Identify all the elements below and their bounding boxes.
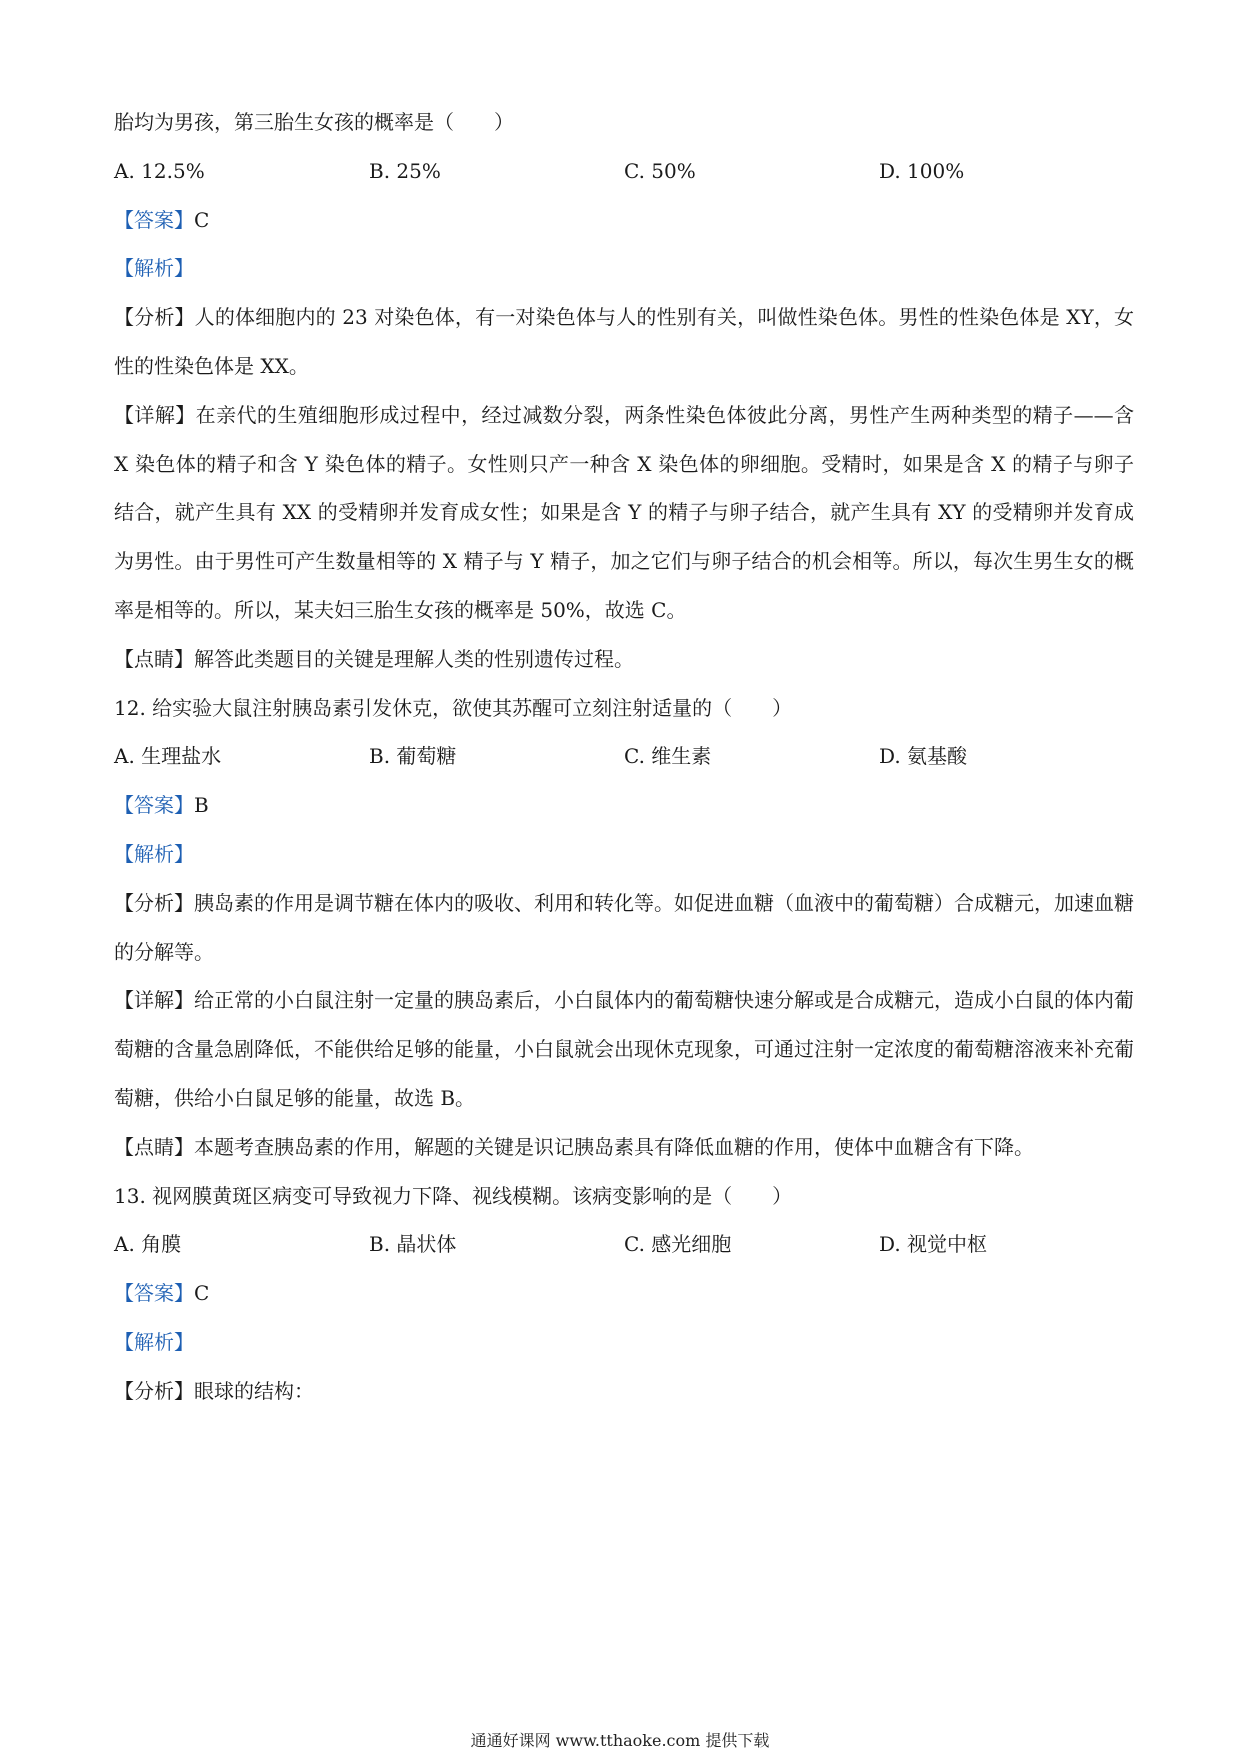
q13-answer: C bbox=[194, 1281, 210, 1306]
q13-analysis-tag: 【解析】 bbox=[114, 1329, 194, 1354]
q12-dianjing bbox=[114, 1123, 1134, 1172]
q13-option-b: B. 晶状体 bbox=[369, 1232, 457, 1257]
q12-options bbox=[114, 732, 1134, 781]
page-footer: 通通好课网 www.tthaoke.com 提供下载 bbox=[470, 1731, 770, 1750]
document-page bbox=[114, 98, 1134, 1416]
q11-fenxi bbox=[114, 293, 1134, 391]
q11-options bbox=[114, 147, 1134, 196]
q13-options bbox=[114, 1220, 1134, 1269]
q12-dianjing-text: 本题考查胰岛素的作用，解题的关键是识记胰岛素具有降低血糖的作用，使体中血糖含有下降。 bbox=[194, 1134, 1034, 1159]
q11-dianjing-tag: 【点睛】 bbox=[114, 646, 194, 671]
q11-option-c: C. 50% bbox=[624, 158, 696, 183]
q12-option-b: B. 葡萄糖 bbox=[369, 744, 457, 769]
q12-answer-line bbox=[114, 781, 1134, 830]
q11-dianjing bbox=[114, 635, 1134, 684]
q12-option-c: C. 维生素 bbox=[624, 744, 712, 769]
q12-answer: B bbox=[194, 793, 209, 818]
q11-option-d: D. 100% bbox=[879, 158, 965, 183]
q13-fenxi-text: 眼球的结构： bbox=[194, 1378, 314, 1403]
q11-analysis-tag: 【解析】 bbox=[114, 256, 194, 281]
q11-dianjing-text: 解答此类题目的关键是理解人类的性别遗传过程。 bbox=[194, 646, 634, 671]
q13-option-d: D. 视觉中枢 bbox=[879, 1232, 988, 1257]
q13-fenxi-tag: 【分析】 bbox=[114, 1378, 194, 1403]
q12-xiangjie-tag: 【详解】 bbox=[114, 988, 194, 1013]
q11-stem-tail: 胎均为男孩，第三胎生女孩的概率是（ ） bbox=[114, 110, 514, 134]
q13-analysis-line bbox=[114, 1318, 1134, 1367]
q11-xiangjie bbox=[114, 391, 1134, 635]
q11-xiangjie-tag: 【详解】 bbox=[114, 402, 196, 427]
q12-xiangjie-text: 给正常的小白鼠注射一定量的胰岛素后，小白鼠体内的葡萄糖快速分解或是合成糖元，造成小白鼠的体内葡萄糖的含量急剧降低，不能供给足够的能量，小白鼠就会出现休克现象，可通过注射一定浓度的葡萄糖溶液来补充葡萄糖，供给小白鼠足够的能量，故选 B。 bbox=[114, 988, 1134, 1110]
q12-dianjing-tag: 【点睛】 bbox=[114, 1134, 194, 1159]
q13-stem: 13. 视网膜黄斑区病变可导致视力下降、视线模糊。该病变影响的是（ ） bbox=[114, 1183, 793, 1208]
q11-option-b: B. 25% bbox=[369, 158, 441, 183]
q11-answer: C bbox=[194, 207, 210, 232]
q12-analysis-tag: 【解析】 bbox=[114, 841, 194, 866]
q12-fenxi bbox=[114, 879, 1134, 977]
q11-answer-tag: 【答案】 bbox=[114, 207, 194, 232]
q12-fenxi-tag: 【分析】 bbox=[114, 890, 194, 915]
q13-option-c: C. 感光细胞 bbox=[624, 1232, 732, 1257]
q12-analysis-line bbox=[114, 830, 1134, 879]
q11-fenxi-tag: 【分析】 bbox=[114, 305, 195, 330]
q13-fenxi bbox=[114, 1367, 1134, 1416]
q12-fenxi-text: 胰岛素的作用是调节糖在体内的吸收、利用和转化等。如促进血糖（血液中的葡萄糖）合成糖元，加速血糖的分解等。 bbox=[114, 890, 1134, 964]
q11-xiangjie-text: 在亲代的生殖细胞形成过程中，经过减数分裂，两条性染色体彼此分离，男性产生两种类型的精子——含 X 染色体的精子和含 Y 染色体的精子。女性则只产一种含 X 染色体的卵细胞。受精时，如果是含 X 的精子与卵子结合，就产生具有 XX 的受精卵并发育成女性；如果是含 Y 的精子与卵子结合，就产生具有 XY 的受精卵并发育成为男性。由于男性可产生数量相等的 X 精子与 Y 精子，加之它们与卵子结合的机会相等。所以，每次生男生女的概率是相等的。所以，某夫妇三胎生女孩的概率是 50%，故选 C。 bbox=[114, 402, 1135, 622]
q13-answer-tag: 【答案】 bbox=[114, 1281, 194, 1306]
q12-option-d: D. 氨基酸 bbox=[879, 744, 968, 769]
q12-stem: 12. 给实验大鼠注射胰岛素引发休克，欲使其苏醒可立刻注射适量的（ ） bbox=[114, 695, 793, 720]
q13-answer-line bbox=[114, 1269, 1134, 1318]
q11-fenxi-text: 人的体细胞内的 23 对染色体，有一对染色体与人的性别有关，叫做性染色体。男性的性染色体是 XY，女性的性染色体是 XX。 bbox=[114, 305, 1135, 378]
q13-option-a: A. 角膜 bbox=[114, 1232, 182, 1257]
q11-analysis-line bbox=[114, 244, 1134, 293]
q12-xiangjie bbox=[114, 976, 1134, 1122]
q12-option-a: A. 生理盐水 bbox=[114, 744, 222, 769]
q11-option-a: A. 12.5% bbox=[114, 158, 205, 183]
q11-answer-line bbox=[114, 196, 1134, 245]
q12-answer-tag: 【答案】 bbox=[114, 793, 194, 818]
